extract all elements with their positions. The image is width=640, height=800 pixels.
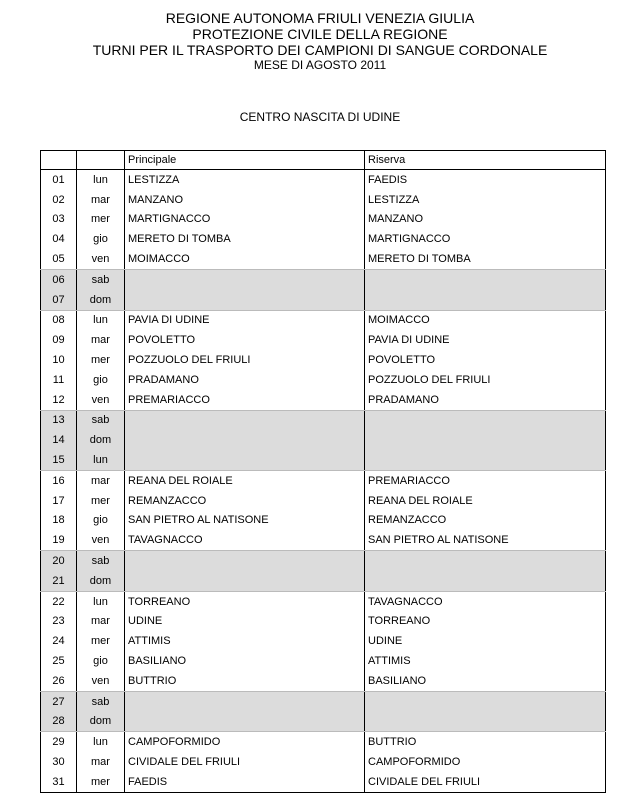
- day-number-cell: 06: [41, 269, 77, 289]
- day-number-cell: 01: [41, 170, 77, 190]
- table-row: [41, 190, 606, 210]
- column-header-principale: Principale: [125, 151, 365, 170]
- table-row: [41, 511, 606, 531]
- principale-cell: POVOLETTO: [125, 330, 365, 350]
- weekday-cell: ven: [77, 249, 125, 269]
- weekday-cell: mar: [77, 470, 125, 490]
- principale-cell: MANZANO: [125, 190, 365, 210]
- riserva-cell: POZZUOLO DEL FRIULI: [365, 370, 606, 390]
- table-row: [41, 330, 606, 350]
- day-number-cell: 15: [41, 450, 77, 470]
- principale-cell: BASILIANO: [125, 651, 365, 671]
- riserva-cell: CAMPOFORMIDO: [365, 752, 606, 772]
- weekday-cell: mer: [77, 350, 125, 370]
- principale-cell: CAMPOFORMIDO: [125, 732, 365, 752]
- principale-cell: SAN PIETRO AL NATISONE: [125, 511, 365, 531]
- riserva-cell: BUTTRIO: [365, 732, 606, 752]
- column-header-num: [41, 151, 77, 170]
- weekday-cell: mar: [77, 190, 125, 210]
- principale-cell: BUTTRIO: [125, 671, 365, 691]
- day-number-cell: 24: [41, 631, 77, 651]
- table-row: [41, 350, 606, 370]
- weekday-cell: sab: [77, 551, 125, 571]
- table-row: [41, 530, 606, 550]
- header-title: TURNI PER IL TRASPORTO DEI CAMPIONI DI SANGUE CORDONALE: [92, 42, 548, 58]
- weekday-cell: gio: [77, 511, 125, 531]
- table-row: [41, 491, 606, 511]
- riserva-cell: [365, 450, 606, 470]
- riserva-cell: MANZANO: [365, 210, 606, 230]
- day-number-cell: 14: [41, 430, 77, 450]
- weekday-cell: mer: [77, 772, 125, 792]
- column-header-day: [77, 151, 125, 170]
- table-row: [41, 551, 606, 571]
- riserva-cell: [365, 430, 606, 450]
- day-number-cell: 21: [41, 571, 77, 591]
- weekday-cell: mer: [77, 631, 125, 651]
- riserva-cell: REMANZACCO: [365, 511, 606, 531]
- day-number-cell: 25: [41, 651, 77, 671]
- weekday-cell: lun: [77, 591, 125, 611]
- weekday-cell: lun: [77, 450, 125, 470]
- day-number-cell: 30: [41, 752, 77, 772]
- riserva-cell: ATTIMIS: [365, 651, 606, 671]
- table-row: [41, 651, 606, 671]
- principale-cell: REANA DEL ROIALE: [125, 470, 365, 490]
- header-month: MESE DI AGOSTO 2011: [253, 58, 387, 72]
- day-number-cell: 31: [41, 772, 77, 792]
- table-row: [41, 249, 606, 269]
- riserva-cell: SAN PIETRO AL NATISONE: [365, 530, 606, 550]
- weekday-cell: dom: [77, 571, 125, 591]
- riserva-cell: BASILIANO: [365, 671, 606, 691]
- riserva-cell: TAVAGNACCO: [365, 591, 606, 611]
- weekday-cell: ven: [77, 671, 125, 691]
- riserva-cell: [365, 551, 606, 571]
- principale-cell: PREMARIACCO: [125, 390, 365, 410]
- table-header-row: [41, 151, 606, 170]
- principale-cell: [125, 691, 365, 711]
- day-number-cell: 18: [41, 511, 77, 531]
- day-number-cell: 09: [41, 330, 77, 350]
- weekday-cell: mar: [77, 752, 125, 772]
- weekday-cell: mar: [77, 330, 125, 350]
- day-number-cell: 27: [41, 691, 77, 711]
- riserva-cell: UDINE: [365, 631, 606, 651]
- principale-cell: REMANZACCO: [125, 491, 365, 511]
- riserva-cell: [365, 712, 606, 732]
- day-number-cell: 29: [41, 732, 77, 752]
- day-number-cell: 10: [41, 350, 77, 370]
- principale-cell: TORREANO: [125, 591, 365, 611]
- day-number-cell: 22: [41, 591, 77, 611]
- day-number-cell: 26: [41, 671, 77, 691]
- principale-cell: POZZUOLO DEL FRIULI: [125, 350, 365, 370]
- riserva-cell: POVOLETTO: [365, 350, 606, 370]
- column-header-riserva: Riserva: [365, 151, 606, 170]
- weekday-cell: ven: [77, 530, 125, 550]
- header-region: REGIONE AUTONOMA FRIULI VENEZIA GIULIA: [165, 10, 475, 26]
- riserva-cell: [365, 571, 606, 591]
- day-number-cell: 13: [41, 410, 77, 430]
- day-number-cell: 20: [41, 551, 77, 571]
- day-number-cell: 03: [41, 210, 77, 230]
- table-row: [41, 752, 606, 772]
- riserva-cell: CIVIDALE DEL FRIULI: [365, 772, 606, 792]
- principale-cell: [125, 269, 365, 289]
- principale-cell: [125, 551, 365, 571]
- principale-cell: [125, 450, 365, 470]
- table-row: [41, 691, 606, 711]
- document-header: [0, 10, 640, 73]
- shift-table: [40, 150, 606, 793]
- riserva-cell: MOIMACCO: [365, 310, 606, 330]
- riserva-cell: MERETO DI TOMBA: [365, 249, 606, 269]
- table-row: [41, 370, 606, 390]
- table-row: [41, 571, 606, 591]
- riserva-cell: PAVIA DI UDINE: [365, 330, 606, 350]
- principale-cell: MERETO DI TOMBA: [125, 229, 365, 249]
- principale-cell: [125, 290, 365, 310]
- principale-cell: UDINE: [125, 612, 365, 632]
- weekday-cell: sab: [77, 691, 125, 711]
- weekday-cell: lun: [77, 732, 125, 752]
- riserva-cell: TORREANO: [365, 612, 606, 632]
- table-row: [41, 310, 606, 330]
- day-number-cell: 17: [41, 491, 77, 511]
- weekday-cell: ven: [77, 390, 125, 410]
- riserva-cell: PREMARIACCO: [365, 470, 606, 490]
- day-number-cell: 02: [41, 190, 77, 210]
- weekday-cell: sab: [77, 269, 125, 289]
- center-subtitle: CENTRO NASCITA DI UDINE: [239, 110, 401, 124]
- weekday-cell: lun: [77, 170, 125, 190]
- table-row: [41, 390, 606, 410]
- weekday-cell: gio: [77, 229, 125, 249]
- principale-cell: ATTIMIS: [125, 631, 365, 651]
- table-row: [41, 410, 606, 430]
- riserva-cell: [365, 410, 606, 430]
- weekday-cell: mer: [77, 210, 125, 230]
- table-row: [41, 210, 606, 230]
- weekday-cell: dom: [77, 290, 125, 310]
- principale-cell: PAVIA DI UDINE: [125, 310, 365, 330]
- weekday-cell: gio: [77, 651, 125, 671]
- table-row: [41, 290, 606, 310]
- weekday-cell: sab: [77, 410, 125, 430]
- riserva-cell: REANA DEL ROIALE: [365, 491, 606, 511]
- day-number-cell: 05: [41, 249, 77, 269]
- day-number-cell: 19: [41, 530, 77, 550]
- principale-cell: [125, 410, 365, 430]
- riserva-cell: [365, 290, 606, 310]
- day-number-cell: 28: [41, 712, 77, 732]
- principale-cell: [125, 712, 365, 732]
- table-row: [41, 170, 606, 190]
- principale-cell: MARTIGNACCO: [125, 210, 365, 230]
- day-number-cell: 23: [41, 612, 77, 632]
- table-row: [41, 450, 606, 470]
- principale-cell: MOIMACCO: [125, 249, 365, 269]
- day-number-cell: 16: [41, 470, 77, 490]
- table-row: [41, 470, 606, 490]
- table-row: [41, 772, 606, 792]
- principale-cell: LESTIZZA: [125, 170, 365, 190]
- weekday-cell: mer: [77, 491, 125, 511]
- weekday-cell: gio: [77, 370, 125, 390]
- table-row: [41, 269, 606, 289]
- riserva-cell: [365, 269, 606, 289]
- principale-cell: PRADAMANO: [125, 370, 365, 390]
- principale-cell: FAEDIS: [125, 772, 365, 792]
- weekday-cell: lun: [77, 310, 125, 330]
- table-row: [41, 612, 606, 632]
- weekday-cell: dom: [77, 430, 125, 450]
- table-row: [41, 631, 606, 651]
- weekday-cell: dom: [77, 712, 125, 732]
- day-number-cell: 07: [41, 290, 77, 310]
- riserva-cell: PRADAMANO: [365, 390, 606, 410]
- principale-cell: [125, 571, 365, 591]
- day-number-cell: 08: [41, 310, 77, 330]
- riserva-cell: [365, 691, 606, 711]
- table-row: [41, 229, 606, 249]
- weekday-cell: mar: [77, 612, 125, 632]
- day-number-cell: 12: [41, 390, 77, 410]
- header-agency: PROTEZIONE CIVILE DELLA REGIONE: [192, 26, 448, 42]
- principale-cell: [125, 430, 365, 450]
- table-row: [41, 671, 606, 691]
- table-row: [41, 591, 606, 611]
- principale-cell: CIVIDALE DEL FRIULI: [125, 752, 365, 772]
- table-row: [41, 712, 606, 732]
- day-number-cell: 04: [41, 229, 77, 249]
- principale-cell: TAVAGNACCO: [125, 530, 365, 550]
- day-number-cell: 11: [41, 370, 77, 390]
- table-row: [41, 430, 606, 450]
- riserva-cell: MARTIGNACCO: [365, 229, 606, 249]
- riserva-cell: FAEDIS: [365, 170, 606, 190]
- table-row: [41, 732, 606, 752]
- riserva-cell: LESTIZZA: [365, 190, 606, 210]
